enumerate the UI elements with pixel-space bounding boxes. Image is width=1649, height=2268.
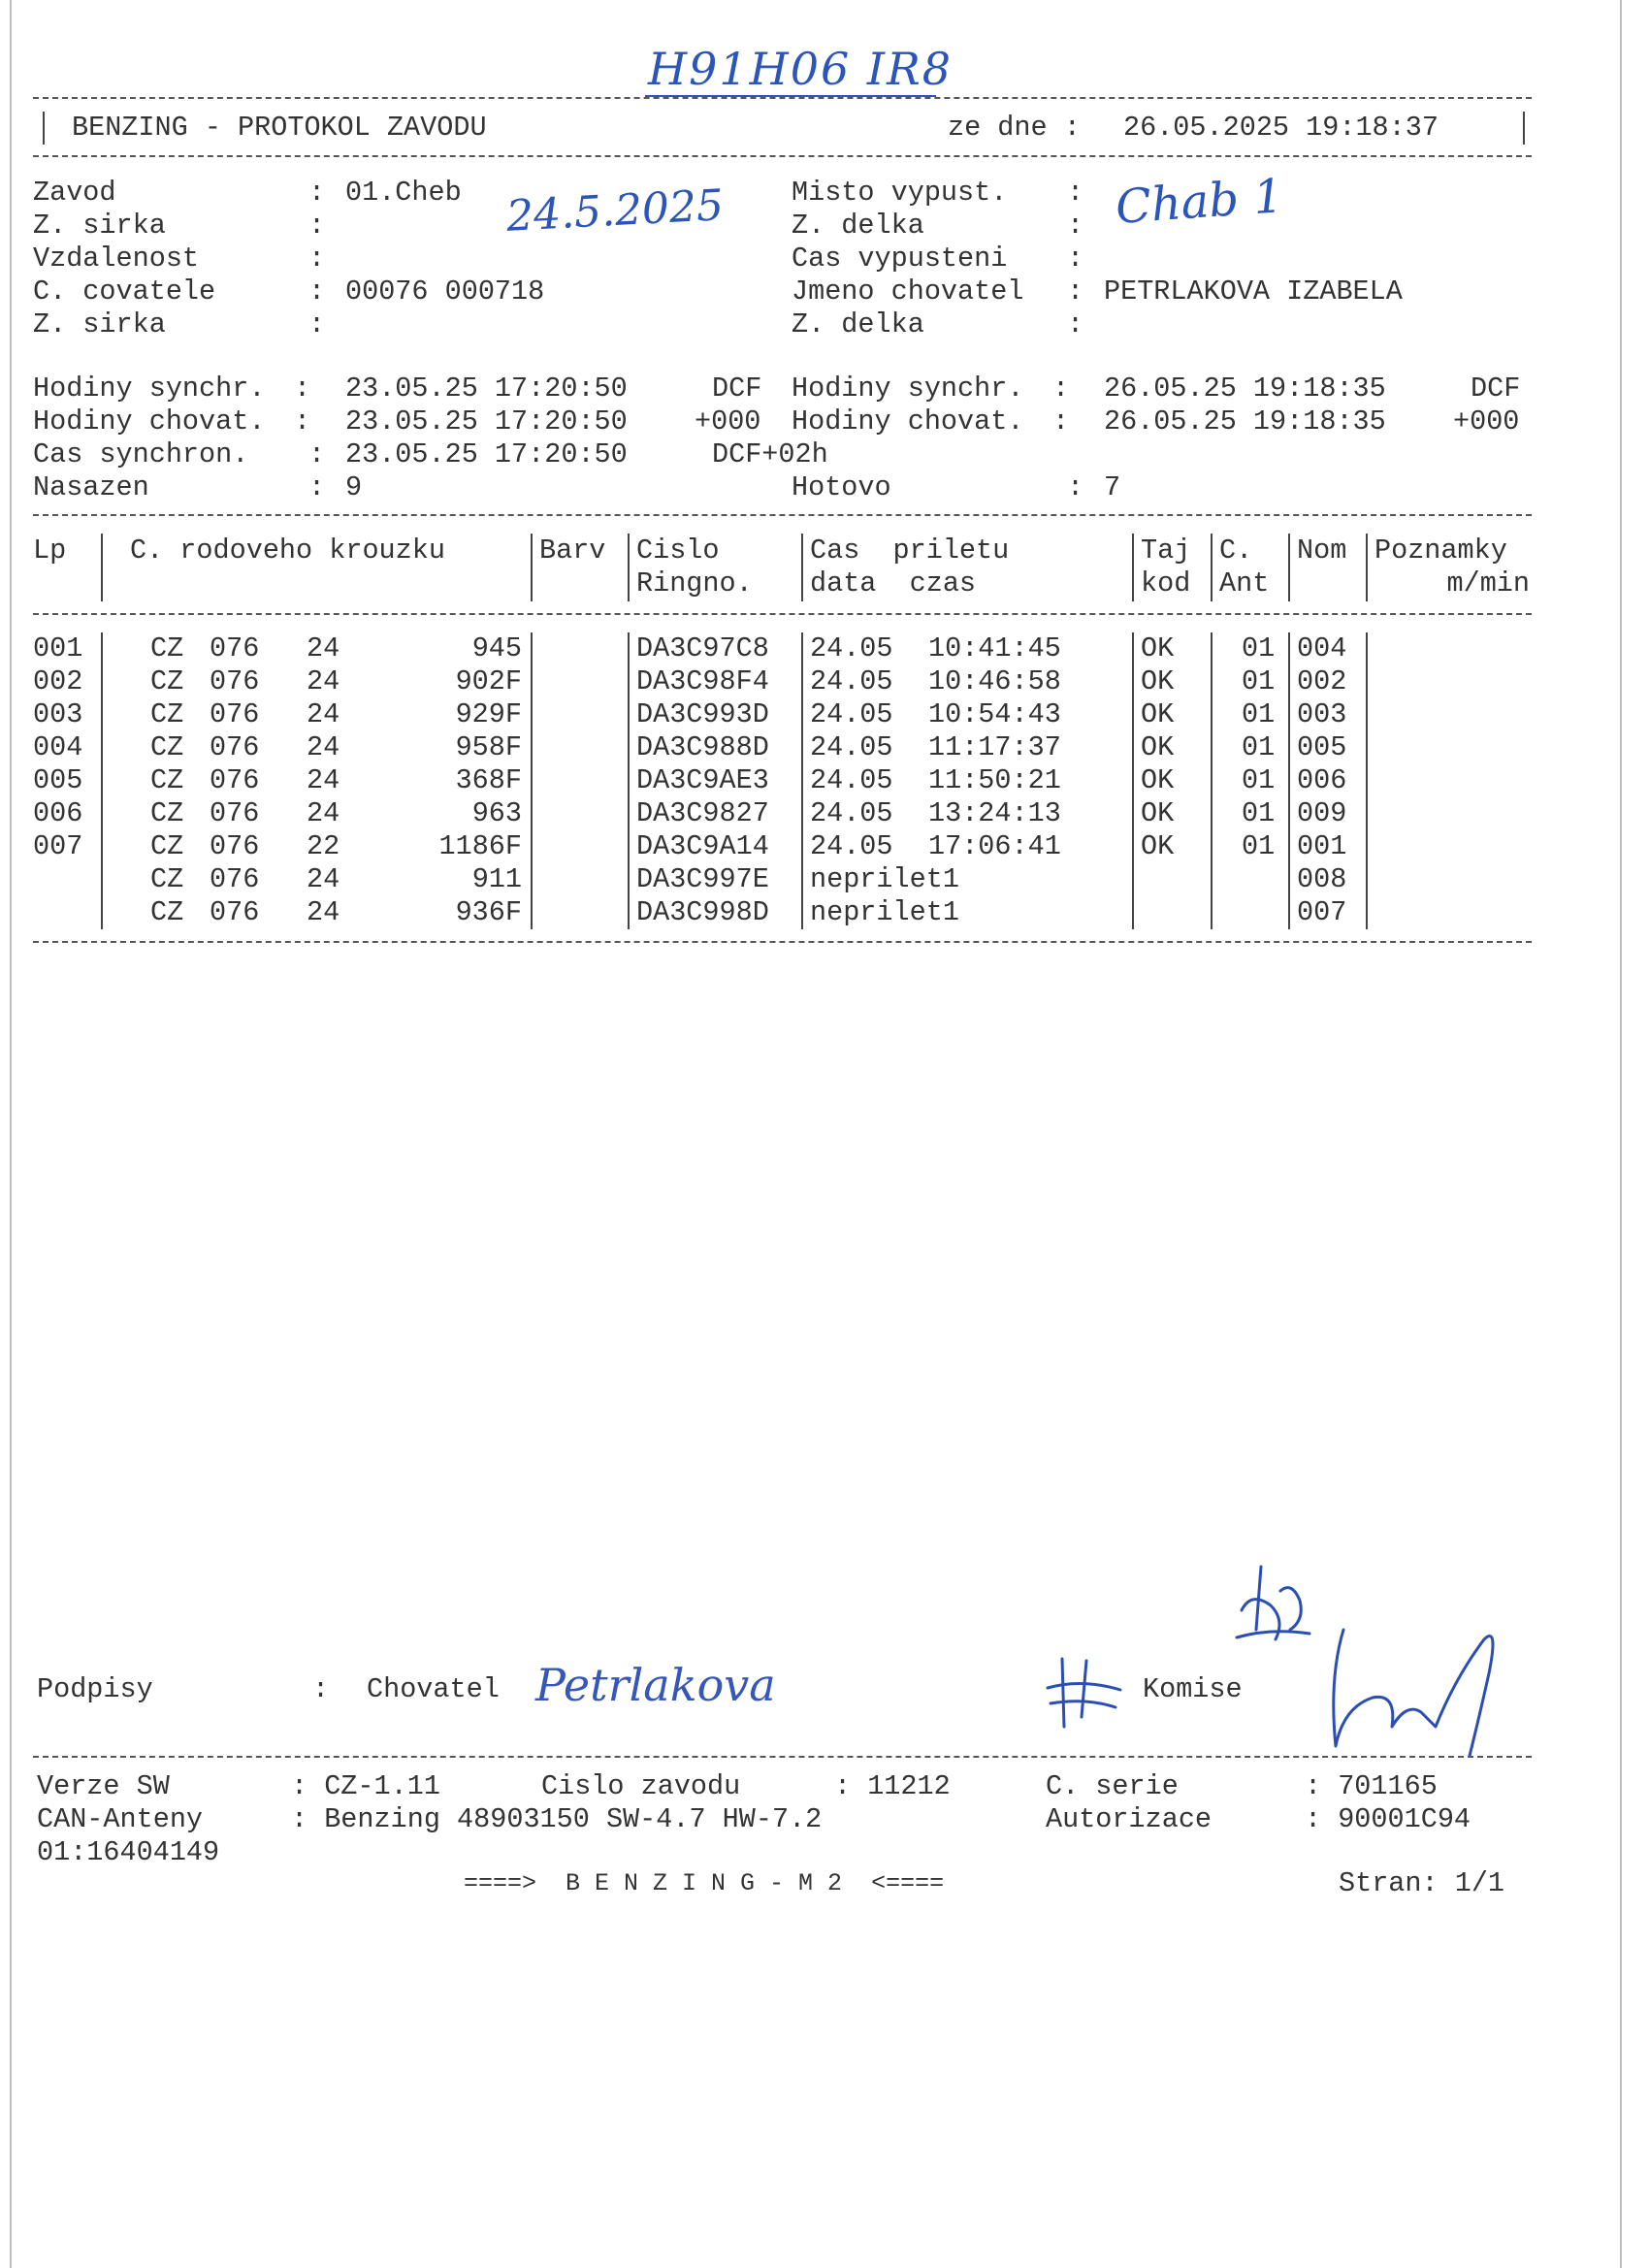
cell-year: 24 xyxy=(307,797,340,829)
cell-year: 24 xyxy=(307,731,340,763)
cell-ant: 01 xyxy=(1242,665,1276,697)
handwritten-race-date: 24.5.2025 xyxy=(504,180,726,242)
cell-country: CZ xyxy=(150,731,184,763)
col-sep-3 xyxy=(628,534,630,601)
cell-nom: 009 xyxy=(1297,797,1347,829)
chovatel-signature-name: Petrlakova xyxy=(535,1659,776,1711)
cell-year: 24 xyxy=(307,764,340,796)
z-delka-label: Z. delka xyxy=(792,210,924,242)
z-delka-colon: : xyxy=(1067,210,1084,242)
cell-date: 24.05 xyxy=(810,830,893,862)
cas-vypusteni-label: Cas vypusteni xyxy=(792,243,1008,275)
cell-ring-number: 902F xyxy=(455,665,522,697)
header-ant: Ant xyxy=(1219,567,1270,599)
komise-label: Komise xyxy=(1143,1673,1243,1705)
sync-right-1-value: 26.05.25 19:18:35 xyxy=(1104,373,1386,405)
hotovo-label: Hotovo xyxy=(792,471,1024,503)
cell-date: 24.05 xyxy=(810,665,893,697)
cell-ring-number: 958F xyxy=(455,731,522,763)
protocol-title: BENZING - PROTOKOL ZAVODU xyxy=(72,112,487,144)
cell-nom: 001 xyxy=(1297,830,1347,862)
verze-value: : CZ-1.11 xyxy=(291,1770,440,1802)
cell-time: 10:54:43 xyxy=(928,698,1061,730)
serie-value: : 701165 xyxy=(1305,1770,1438,1802)
cell-ring-number: 911 xyxy=(471,863,522,895)
breeder-name: PETRLAKOVA IZABELA xyxy=(1104,275,1403,308)
c-covatele-colon: : xyxy=(308,275,326,308)
cell-ant: 01 xyxy=(1242,764,1276,796)
zavod-value: 01.Cheb xyxy=(345,177,462,209)
cell-lp: 001 xyxy=(33,632,83,664)
cell-nom: 003 xyxy=(1297,698,1347,730)
cell-country: CZ xyxy=(150,764,184,796)
header-taj: Taj xyxy=(1141,535,1191,567)
can-value: : Benzing 48903150 SW-4.7 HW-7.2 xyxy=(291,1803,823,1835)
can-label: CAN-Anteny xyxy=(37,1803,204,1835)
cell-ringno: DA3C988D xyxy=(636,731,769,763)
vzdalenost-colon: : xyxy=(308,243,326,275)
cell-ringno: DA3C997E xyxy=(636,863,769,895)
cell-ant: 01 xyxy=(1242,830,1276,862)
cell-ant: 01 xyxy=(1242,797,1276,829)
cell-nom: 004 xyxy=(1297,632,1347,664)
sync-left-3-colon: : xyxy=(308,438,326,470)
autorizace-value: : 90001C94 xyxy=(1305,1803,1471,1835)
cell-ring-number: 936F xyxy=(455,896,522,928)
komise-initial-signature xyxy=(1043,1649,1140,1736)
cell-code: 076 xyxy=(210,764,260,796)
header-kod: kod xyxy=(1141,567,1191,599)
handwritten-release-place: Chab 1 xyxy=(1114,169,1285,235)
header-top-rule xyxy=(33,97,1532,99)
cislo-zavodu-value: : 11212 xyxy=(834,1770,951,1802)
cell-lp: 003 xyxy=(33,698,83,730)
cell-country: CZ xyxy=(150,632,184,664)
cell-taj: OK xyxy=(1141,632,1175,664)
body-sep-1 xyxy=(101,632,103,929)
footer-top-rule xyxy=(33,1756,1532,1758)
cell-nom: 007 xyxy=(1297,896,1347,928)
sync-left-1-extra: DCF xyxy=(712,373,762,405)
cell-time: 17:06:41 xyxy=(928,830,1061,862)
z-delka2-label: Z. delka xyxy=(792,308,924,340)
jmeno-label: Jmeno chovatel xyxy=(792,275,1024,308)
cell-year: 24 xyxy=(307,665,340,697)
cell-ant: 01 xyxy=(1242,731,1276,763)
cell-country: CZ xyxy=(150,896,184,928)
col-sep-1 xyxy=(101,534,103,601)
handwritten-code: H91H06 IR8 xyxy=(648,43,953,95)
nasazen-value: 9 xyxy=(345,471,363,503)
header-m-min: m/min xyxy=(1446,567,1530,599)
cell-ringno: DA3C9A14 xyxy=(636,830,769,862)
header-poznamky: Poznamky xyxy=(1374,535,1507,567)
body-sep-3 xyxy=(628,632,630,929)
header-right-border xyxy=(1523,112,1525,145)
cell-code: 076 xyxy=(210,896,260,928)
cell-taj: OK xyxy=(1141,698,1175,730)
cell-ring-number: 929F xyxy=(455,698,522,730)
autorizace-label: Autorizace xyxy=(1046,1803,1212,1835)
date-label: ze dne : xyxy=(948,112,1081,144)
header-ringno: Ringno. xyxy=(636,567,753,599)
table-bottom-rule xyxy=(33,941,1532,943)
cell-code: 076 xyxy=(210,731,260,763)
col-sep-2 xyxy=(531,534,533,601)
sync-right-1-label: Hodiny synchr. xyxy=(792,373,1024,405)
cell-lp: 006 xyxy=(33,797,83,829)
cell-date: 24.05 xyxy=(810,797,893,829)
sync-left-2-colon: : xyxy=(294,405,311,437)
cell-year: 24 xyxy=(307,863,340,895)
z-sirka-label: Z. sirka xyxy=(33,210,166,242)
hotovo-colon: : xyxy=(1067,471,1084,503)
cell-ringno: DA3C9AE3 xyxy=(636,764,769,796)
komise-signature-1 xyxy=(1232,1562,1319,1669)
body-sep-7 xyxy=(1288,632,1290,929)
cell-country: CZ xyxy=(150,830,184,862)
header-ring: C. rodoveho krouzku xyxy=(130,535,445,567)
header-nom: Nom xyxy=(1297,535,1347,567)
cell-ringno: DA3C993D xyxy=(636,698,769,730)
cell-ringno: DA3C9827 xyxy=(636,797,769,829)
cell-ringno: DA3C98F4 xyxy=(636,665,769,697)
cell-nom: 006 xyxy=(1297,764,1347,796)
col-sep-8 xyxy=(1366,534,1368,601)
sync-left-3-extra: DCF+02h xyxy=(712,438,828,470)
cell-code: 076 xyxy=(210,863,260,895)
cell-date: 24.05 xyxy=(810,731,893,763)
z-delka2-colon: : xyxy=(1067,308,1084,340)
table-top-rule xyxy=(33,514,1532,516)
cell-lp: 005 xyxy=(33,764,83,796)
body-sep-6 xyxy=(1211,632,1212,929)
cell-date: 24.05 xyxy=(810,698,893,730)
antenna-id: 01:16404149 xyxy=(37,1836,220,1868)
cell-ant: 01 xyxy=(1242,632,1276,664)
z-sirka-colon: : xyxy=(308,210,326,242)
cell-taj: OK xyxy=(1141,830,1175,862)
cell-nom: 008 xyxy=(1297,863,1347,895)
cell-year: 24 xyxy=(307,896,340,928)
cell-lp: 007 xyxy=(33,830,83,862)
c-covatele-label: C. covatele xyxy=(33,275,216,308)
nasazen-label: Nasazen xyxy=(33,471,266,503)
cell-code: 076 xyxy=(210,632,260,664)
cell-time: 11:50:21 xyxy=(928,764,1061,796)
hotovo-value: 7 xyxy=(1104,471,1121,503)
cell-taj: OK xyxy=(1141,731,1175,763)
header-cas: Cas priletu xyxy=(810,535,1010,567)
cell-nom: 002 xyxy=(1297,665,1347,697)
serie-label: C. serie xyxy=(1046,1770,1179,1802)
body-sep-5 xyxy=(1132,632,1134,929)
cell-time: 10:41:45 xyxy=(928,632,1061,664)
cell-ringno: DA3C998D xyxy=(636,896,769,928)
cell-time: 13:24:13 xyxy=(928,797,1061,829)
cislo-zavodu-label: Cislo zavodu xyxy=(541,1770,741,1802)
body-sep-8 xyxy=(1366,632,1368,929)
misto-colon: : xyxy=(1067,177,1084,209)
sync-left-1-colon: : xyxy=(294,373,311,405)
col-sep-7 xyxy=(1288,534,1290,601)
sync-right-1-extra: DCF xyxy=(1471,373,1521,405)
cell-country: CZ xyxy=(150,863,184,895)
cell-lp: 002 xyxy=(33,665,83,697)
cell-taj: OK xyxy=(1141,764,1175,796)
cell-taj: OK xyxy=(1141,797,1175,829)
cell-date: 24.05 xyxy=(810,764,893,796)
cell-ring-number: 963 xyxy=(471,797,522,829)
body-sep-4 xyxy=(801,632,803,929)
sync-left-2-value: 23.05.25 17:20:50 xyxy=(345,405,628,437)
z-sirka2-label: Z. sirka xyxy=(33,308,166,340)
chovatel-label: Chovatel xyxy=(367,1673,500,1705)
col-sep-4 xyxy=(801,534,803,601)
podpisy-colon: : xyxy=(312,1673,330,1705)
sync-left-3-label: Cas synchron. xyxy=(33,438,266,470)
cell-code: 076 xyxy=(210,797,260,829)
cell-ring-number: 1186F xyxy=(438,830,522,862)
cell-year: 24 xyxy=(307,632,340,664)
z-sirka2-colon: : xyxy=(308,308,326,340)
cell-date: neprilet1 xyxy=(810,896,959,928)
sync-left-1-value: 23.05.25 17:20:50 xyxy=(345,373,628,405)
cell-code: 076 xyxy=(210,698,260,730)
cell-ring-number: 368F xyxy=(455,764,522,796)
table-header-rule xyxy=(33,613,1532,615)
header-bottom-rule xyxy=(33,155,1532,157)
cell-ring-number: 945 xyxy=(471,632,522,664)
sync-left-2-label: Hodiny chovat. xyxy=(33,405,266,437)
vzdalenost-label: Vzdalenost xyxy=(33,243,200,275)
cell-ant: 01 xyxy=(1242,698,1276,730)
podpisy-label: Podpisy xyxy=(37,1673,153,1705)
cell-country: CZ xyxy=(150,698,184,730)
report-datetime: 26.05.2025 19:18:37 xyxy=(1123,112,1439,144)
zavod-label: Zavod xyxy=(33,177,116,209)
jmeno-colon: : xyxy=(1067,275,1084,308)
sync-right-1-colon: : xyxy=(1052,373,1070,405)
page-number: Stran: 1/1 xyxy=(1339,1867,1505,1899)
cell-time: 11:17:37 xyxy=(928,731,1061,763)
header-lp: Lp xyxy=(33,535,67,567)
cas-vypusteni-colon: : xyxy=(1067,243,1084,275)
col-sep-6 xyxy=(1211,534,1212,601)
sync-left-1-label: Hodiny synchr. xyxy=(33,373,266,405)
c-covatele-value: 00076 000718 xyxy=(345,275,545,308)
header-data-czas: data czas xyxy=(810,567,977,599)
cell-year: 22 xyxy=(307,830,340,862)
cell-date: neprilet1 xyxy=(810,863,959,895)
zavod-colon: : xyxy=(308,177,326,209)
body-sep-2 xyxy=(531,632,533,929)
sync-left-2-extra: +000 xyxy=(695,405,761,437)
header-left-border xyxy=(43,112,45,145)
col-sep-5 xyxy=(1132,534,1134,601)
misto-label: Misto vypust. xyxy=(792,177,1008,209)
cell-code: 076 xyxy=(210,830,260,862)
komise-signature-2 xyxy=(1314,1620,1528,1775)
sync-left-3-value: 23.05.25 17:20:50 xyxy=(345,438,628,470)
cell-code: 076 xyxy=(210,665,260,697)
benzing-brand: ====> B E N Z I N G - M 2 <==== xyxy=(464,1869,945,1897)
cell-time: 10:46:58 xyxy=(928,665,1061,697)
header-c: C. xyxy=(1219,535,1253,567)
cell-country: CZ xyxy=(150,665,184,697)
cell-taj: OK xyxy=(1141,665,1175,697)
cell-lp: 004 xyxy=(33,731,83,763)
cell-year: 24 xyxy=(307,698,340,730)
cell-nom: 005 xyxy=(1297,731,1347,763)
cell-country: CZ xyxy=(150,797,184,829)
header-cislo: Cislo xyxy=(636,535,720,567)
sync-right-2-label: Hodiny chovat. xyxy=(792,405,1024,437)
cell-ringno: DA3C97C8 xyxy=(636,632,769,664)
header-barv: Barv xyxy=(539,535,606,567)
verze-label: Verze SW xyxy=(37,1770,170,1802)
sync-right-2-value: 26.05.25 19:18:35 xyxy=(1104,405,1386,437)
sync-right-2-extra: +000 xyxy=(1453,405,1520,437)
sync-right-2-colon: : xyxy=(1052,405,1070,437)
right-paper-edge xyxy=(1620,0,1622,2268)
cell-date: 24.05 xyxy=(810,632,893,664)
left-paper-edge xyxy=(10,0,12,2268)
nasazen-colon: : xyxy=(308,471,326,503)
